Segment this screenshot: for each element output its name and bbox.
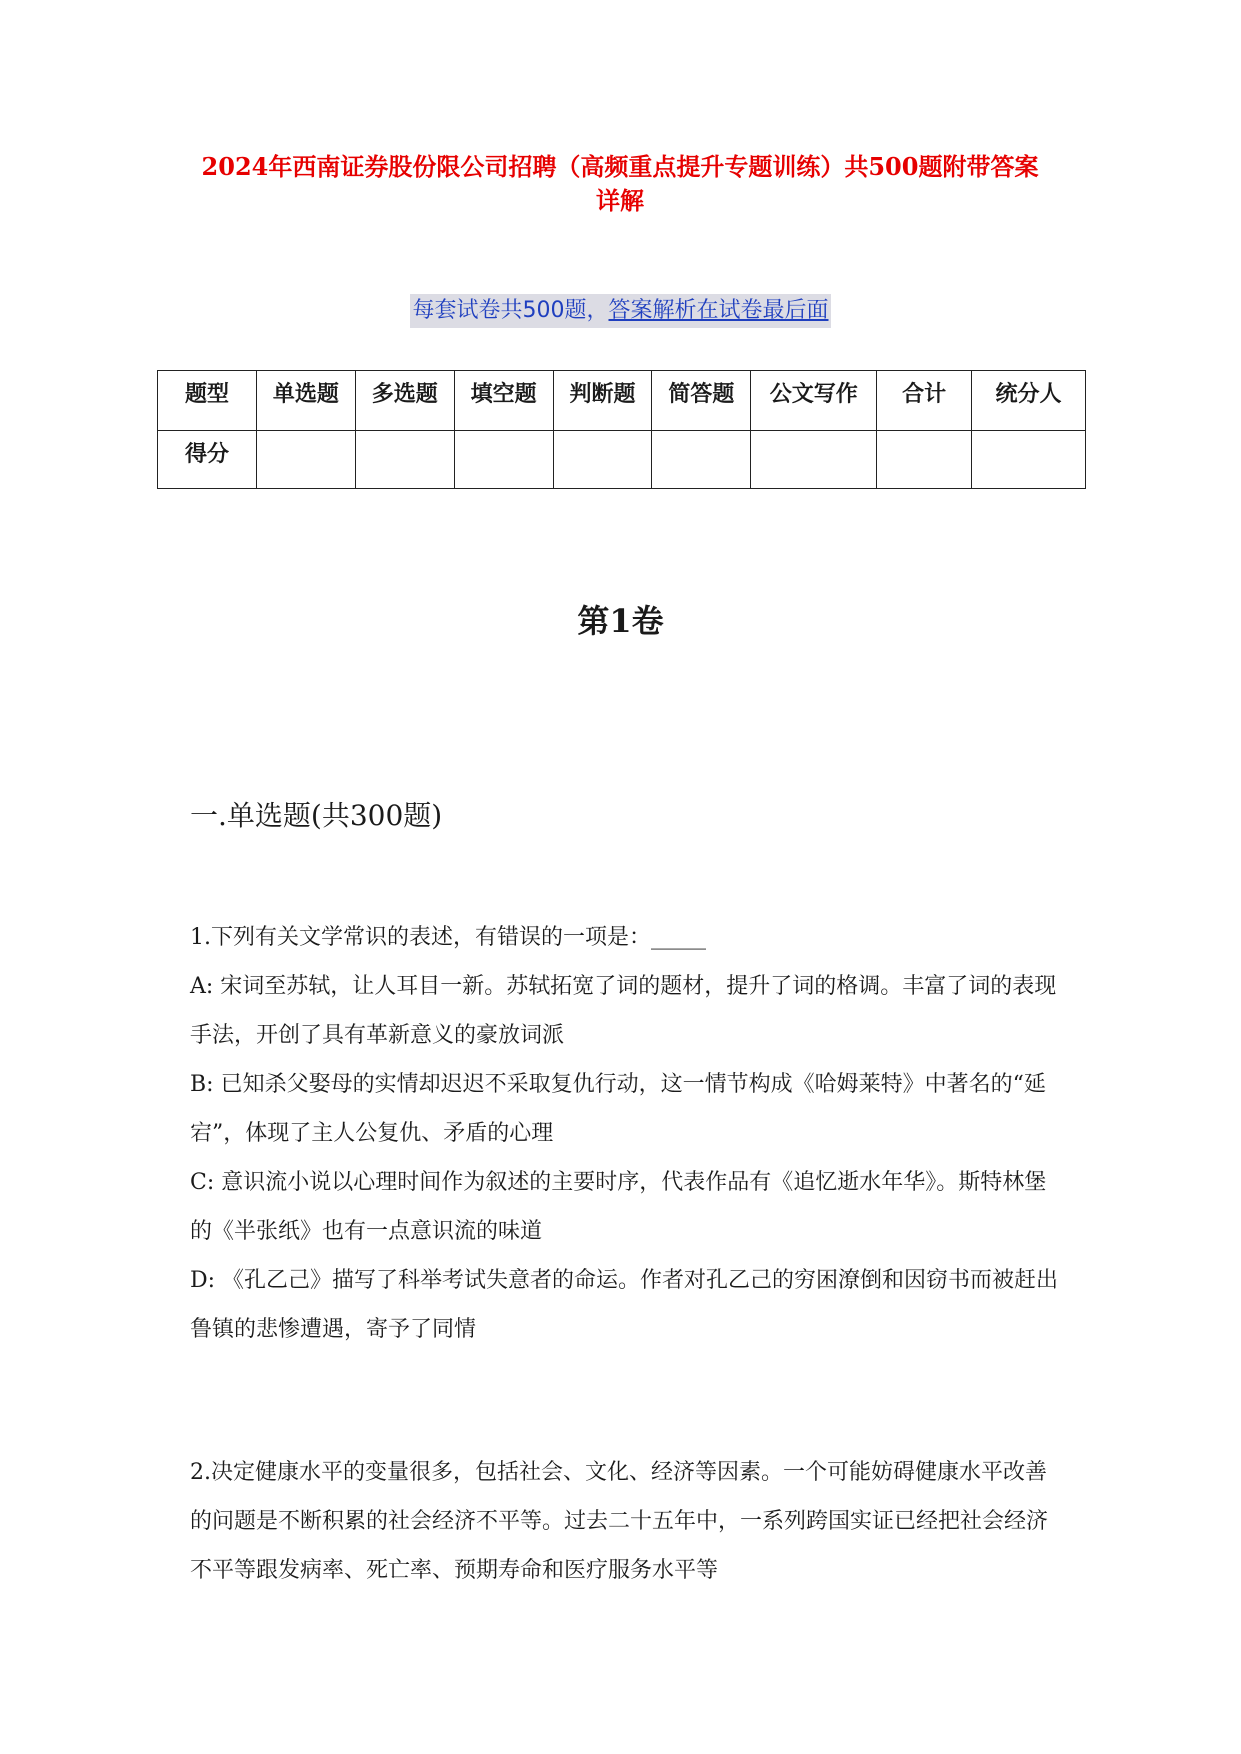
document-title-line2: 详解	[596, 186, 644, 215]
score-cell	[454, 431, 553, 489]
score-table-header-cell: 统分人	[972, 371, 1086, 431]
score-table-score-row	[158, 431, 1086, 489]
score-table-header-cell: 题型	[158, 371, 257, 431]
score-cell	[553, 431, 652, 489]
score-table-header-row	[158, 371, 1086, 431]
subtitle-underlined: 答案解析在试卷最后面	[608, 298, 829, 323]
question-stem: 1.下列有关文学常识的表述，有错误的一项是：_____	[190, 925, 706, 950]
score-cell	[355, 431, 454, 489]
score-table-header-cell: 单选题	[256, 371, 355, 431]
score-cell	[751, 431, 877, 489]
subtitle-wrap	[0, 294, 1241, 328]
score-row-label: 得分	[158, 431, 257, 489]
score-table-header-cell: 填空题	[454, 371, 553, 431]
question-stem: 2.决定健康水平的变量很多，包括社会、文化、经济等因素。一个可能妨碍健康水平改善的问题是不断积累的社会经济不平等。过去二十五年中，一系列跨国实证已经把社会经济不平等跟发病率、死亡率、预期寿命和医疗服务水平等	[190, 1460, 1049, 1583]
score-table-header-cell: 多选题	[355, 371, 454, 431]
score-table-header-cell: 合计	[877, 371, 972, 431]
subtitle-plain: 每套试卷共500题，	[412, 298, 609, 323]
score-table-header-cell: 判断题	[553, 371, 652, 431]
document-title-line1: 2024年西南证券股份限公司招聘（高频重点提升专题训练）共500题附带答案	[201, 152, 1039, 181]
option-a: A: 宋词至苏轼，让人耳目一新。苏轼拓宽了词的题材，提升了词的格调。丰富了词的表现手法，开创了具有革新意义的豪放词派	[190, 974, 1057, 1048]
score-cell	[972, 431, 1086, 489]
volume-title: 第1卷	[577, 602, 664, 640]
score-table-header-cell: 简答题	[652, 371, 751, 431]
score-cell	[652, 431, 751, 489]
score-cell	[256, 431, 355, 489]
question-1	[190, 913, 1060, 1354]
option-b: B: 已知杀父娶母的实情却迟迟不采取复仇行动，这一情节构成《哈姆莱特》中著名的“延宕”，体现了主人公复仇、矛盾的心理	[190, 1072, 1046, 1146]
option-d: D: 《孔乙己》描写了科举考试失意者的命运。作者对孔乙己的穷困潦倒和因窃书而被赶出鲁镇的悲惨遭遇，寄予了同情	[190, 1268, 1059, 1342]
score-cell	[877, 431, 972, 489]
score-table-header-cell: 公文写作	[751, 371, 877, 431]
subtitle	[410, 294, 830, 328]
score-table	[157, 370, 1086, 489]
option-c: C: 意识流小说以心理时间作为叙述的主要时序，代表作品有《追忆逝水年华》。斯特林堡的《半张纸》也有一点意识流的味道	[190, 1170, 1047, 1244]
document-title	[180, 150, 1060, 218]
question-2	[190, 1448, 1060, 1595]
section-title: 一.单选题(共300题)	[190, 799, 443, 832]
